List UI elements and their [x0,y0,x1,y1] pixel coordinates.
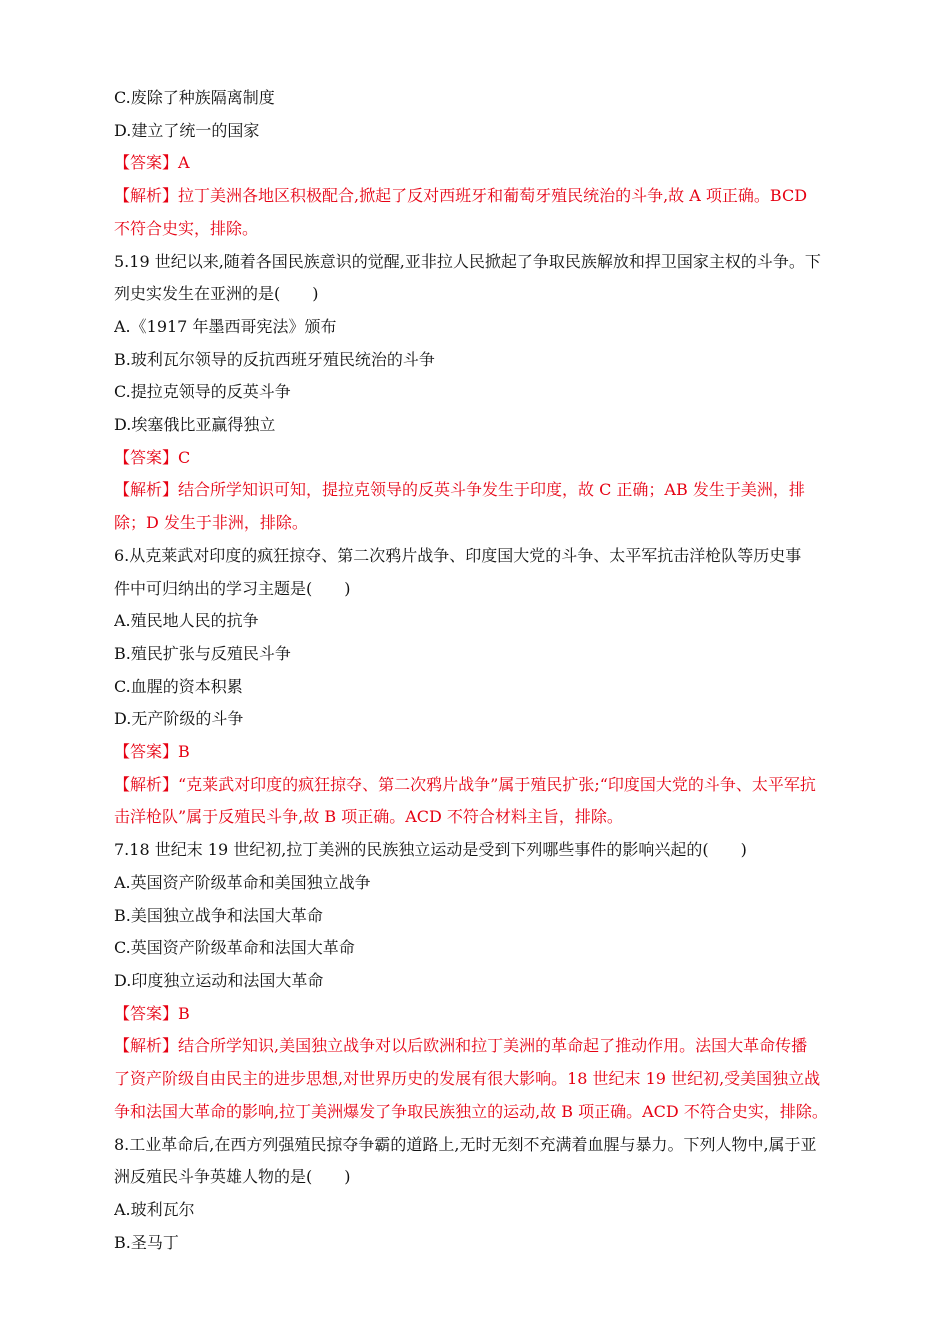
answer-line: 【解析】拉丁美洲各地区积极配合,掀起了反对西班牙和葡萄牙殖民统治的斗争,故 A 项正确。BCD [114,186,808,206]
answer-line: 【答案】C [114,447,191,467]
answer-line: 了资产阶级自由民主的进步思想,对世界历史的发展有很大影响。18 世纪末 19 世纪初,受美国独立战 [114,1069,821,1089]
question-line: B.玻利瓦尔领导的反抗西班牙殖民统治的斗争 [114,349,435,369]
answer-line: 【答案】A [114,153,190,173]
question-line: B.殖民扩张与反殖民斗争 [114,643,291,663]
answer-line: 【答案】B [114,742,190,762]
document-page [114,82,838,1259]
question-line: 列史实发生在亚洲的是( ) [114,284,319,304]
question-line: C.血腥的资本积累 [114,676,243,696]
answer-line: 【解析】结合所学知识,美国独立战争对以后欧洲和拉丁美洲的革命起了推动作用。法国大革命传播 [114,1036,808,1056]
answer-line: 争和法国大革命的影响,拉丁美洲爆发了争取民族独立的运动,故 B 项正确。ACD 不符合史实，排除。 [114,1101,828,1121]
question-line: A.玻利瓦尔 [114,1199,195,1219]
answer-line: 不符合史实，排除。 [114,218,259,238]
question-line: D.埃塞俄比亚赢得独立 [114,415,276,435]
question-line: 6.从克莱武对印度的疯狂掠夺、第二次鸦片战争、印度国大党的斗争、太平军抗击洋枪队等历史事 [114,545,802,565]
question-line: 7.18 世纪末 19 世纪初,拉丁美洲的民族独立运动是受到下列哪些事件的影响兴起的( ) [114,840,747,860]
question-line: 8.工业革命后,在西方列强殖民掠夺争霸的道路上,无时无刻不充满着血腥与暴力。下列人物中,属于亚 [114,1134,817,1154]
question-line: A.《1917 年墨西哥宪法》颁布 [114,316,337,336]
question-line: C.英国资产阶级革命和法国大革命 [114,938,355,958]
question-line: D.无产阶级的斗争 [114,709,244,729]
question-line: D.印度独立运动和法国大革命 [114,970,324,990]
question-line: A.英国资产阶级革命和美国独立战争 [114,872,371,892]
question-line: D.建立了统一的国家 [114,120,260,140]
answer-line: 击洋枪队”属于反殖民斗争,故 B 项正确。ACD 不符合材料主旨，排除。 [114,807,623,827]
question-line: 洲反殖民斗争英雄人物的是( ) [114,1167,351,1187]
answer-line: 【答案】B [114,1003,190,1023]
answer-line: 【解析】“克莱武对印度的疯狂掠夺、第二次鸦片战争”属于殖民扩张;“印度国大党的斗争、太平军抗 [114,774,816,794]
question-line: 5.19 世纪以来,随着各国民族意识的觉醒,亚非拉人民掀起了争取民族解放和捍卫国家主权的斗争。下 [114,251,821,271]
question-line: A.殖民地人民的抗争 [114,611,259,631]
question-line: B.圣马丁 [114,1232,179,1252]
answer-line: 【解析】结合所学知识可知，提拉克领导的反英斗争发生于印度，故 C 正确；AB 发生于美洲，排 [114,480,805,500]
question-line: B.美国独立战争和法国大革命 [114,905,323,925]
question-line: C.提拉克领导的反英斗争 [114,382,291,402]
question-line: 件中可归纳出的学习主题是( ) [114,578,351,598]
question-line: C.废除了种族隔离制度 [114,88,275,107]
answer-line: 除；D 发生于非洲，排除。 [114,513,308,533]
